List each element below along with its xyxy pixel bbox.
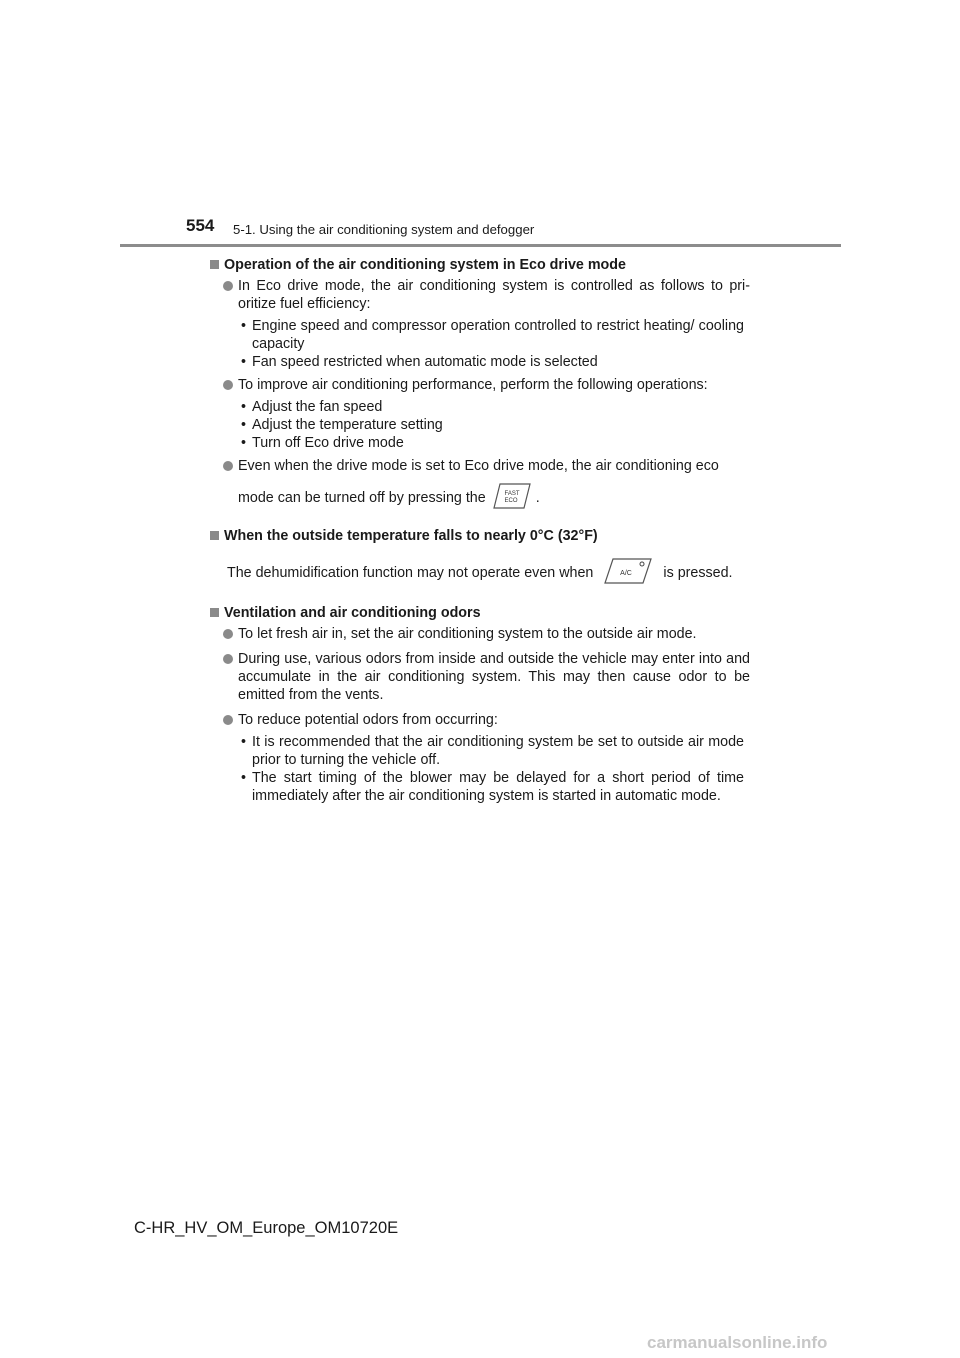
document-code: C-HR_HV_OM_Europe_OM10720E: [134, 1219, 399, 1237]
heading-text: Operation of the air conditioning system in Eco drive mode: [224, 257, 626, 273]
fast-label: FAST: [504, 490, 520, 497]
circle-bullet-icon: [223, 281, 233, 291]
sub-list: [210, 398, 750, 452]
circle-bullet-icon: [223, 380, 233, 390]
section-heading-outside-temperature: [210, 527, 750, 545]
bullet-item: [210, 457, 750, 519]
bullet-text: In Eco drive mode, the air conditioning system is controlled as follows to pri-oritize fuel efficiency:: [238, 278, 750, 312]
ac-button-icon: [601, 556, 653, 591]
sub-list-item: • It is recommended that the air conditioning system be set to outside air mode prior to turning the vehicle off.: [241, 734, 744, 768]
heading-text: When the outside temperature falls to nearly 0°C (32°F): [224, 528, 598, 544]
square-marker-icon: [210, 531, 219, 540]
heading-text: Ventilation and air conditioning odors: [224, 605, 481, 621]
sub-list-item: • Adjust the fan speed: [241, 399, 383, 415]
bullet-text: To improve air conditioning performance, perform the following operations:: [238, 377, 708, 393]
bullet-text: To reduce potential odors from occurring:: [238, 712, 498, 728]
bullet-text-with-icon: mode can be turned off by pressing the FAST ECO .: [238, 477, 750, 519]
circle-bullet-icon: [223, 654, 233, 664]
bullet-text: To let fresh air in, set the air conditioning system to the outside air mode.: [238, 626, 697, 642]
page-number: 554: [186, 216, 215, 235]
bullet-item: [210, 277, 750, 313]
sub-list-item: • Turn off Eco drive mode: [241, 435, 404, 451]
sub-list-item: • Engine speed and compressor operation controlled to restrict heating/ cooling capacity: [241, 318, 744, 352]
bullet-item: [210, 376, 750, 394]
eco-label: ECO: [504, 497, 518, 504]
section-title: 5-1. Using the air conditioning system and defogger: [233, 222, 535, 237]
bullet-item: [210, 625, 750, 643]
bullet-text: Even when the drive mode is set to Eco drive mode, the air conditioning eco: [238, 458, 719, 474]
watermark: carmanualsonline.info: [647, 1333, 828, 1352]
sub-list-item: • The start timing of the blower may be delayed for a short period of time immediately after the air conditioning system is started in automatic mode.: [241, 770, 744, 804]
sub-list: [210, 317, 750, 371]
paragraph-with-icon: The dehumidification function may not operate even when A/C is pressed.: [210, 551, 750, 595]
header-rule: [120, 244, 841, 247]
circle-bullet-icon: [223, 715, 233, 725]
square-marker-icon: [210, 260, 219, 269]
circle-bullet-icon: [223, 461, 233, 471]
bullet-text: During use, various odors from inside and outside the vehicle may enter into and accumulate in the air conditioning system. This may then cause odor to be emitted from the vents.: [238, 651, 750, 703]
bullet-item: [210, 650, 750, 704]
ac-label: A/C: [620, 569, 633, 577]
section-heading-ventilation-odors: [210, 604, 750, 622]
section-heading-eco-mode: [210, 256, 750, 274]
fast-eco-button-icon: [490, 481, 532, 516]
page-content: [210, 256, 750, 810]
circle-bullet-icon: [223, 629, 233, 639]
sub-list-item: • Adjust the temperature setting: [241, 417, 443, 433]
square-marker-icon: [210, 608, 219, 617]
sub-list-item: • Fan speed restricted when automatic mode is selected: [241, 354, 598, 370]
bullet-item: [210, 711, 750, 729]
sub-list: [210, 733, 750, 805]
